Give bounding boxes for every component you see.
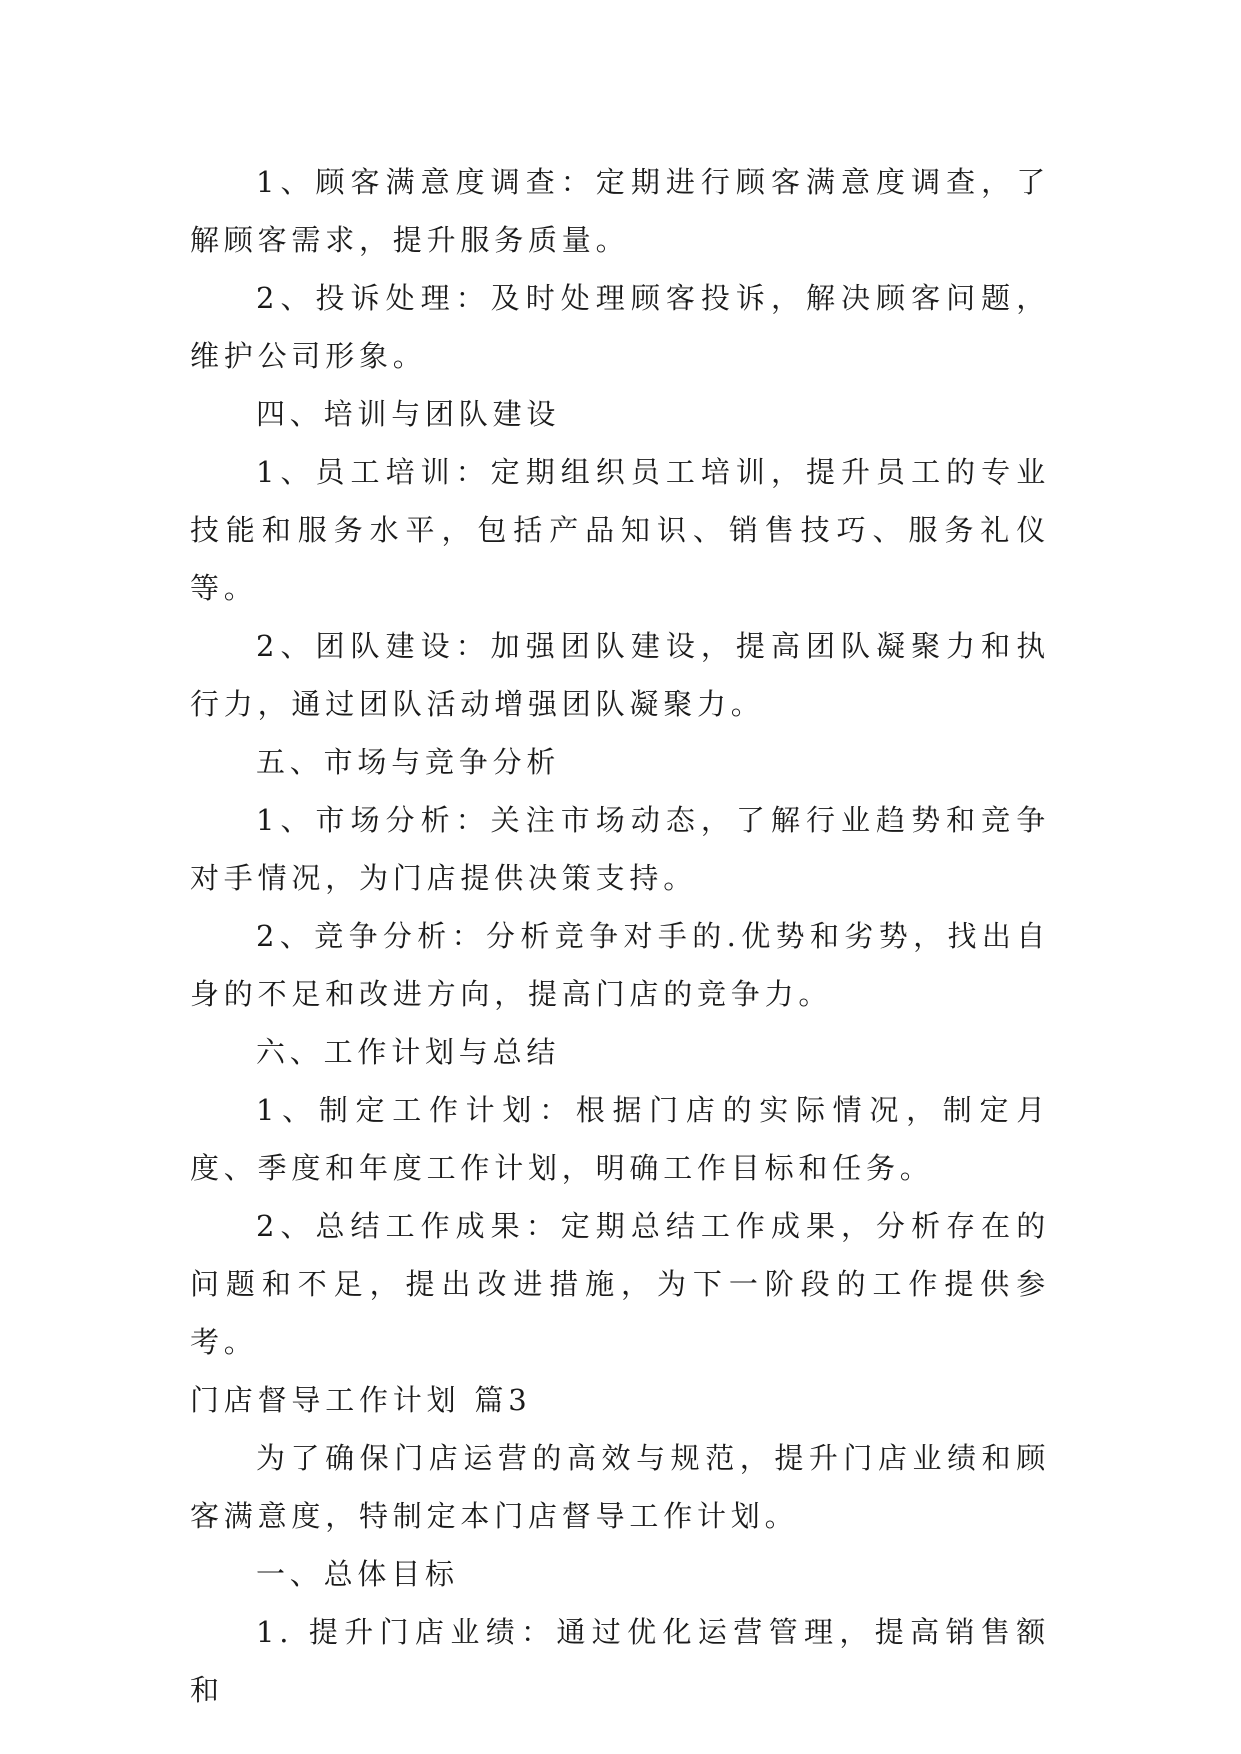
section-heading-overall-goals: 一、总体目标 <box>256 1557 459 1591</box>
section-heading-training-team: 四、培训与团队建设 <box>256 397 561 431</box>
paragraph-competition-analysis: 2、竞争分析：分析竞争对手的.优势和劣势，找出自身的不足和改进方向，提高门店的竞争力。 <box>190 919 1050 1011</box>
paragraph-team-building: 2、团队建设：加强团队建设，提高团队凝聚力和执行力，通过团队活动增强团队凝聚力。 <box>190 629 1050 721</box>
paragraph-customer-satisfaction-survey: 1、顾客满意度调查：定期进行顾客满意度调查，了解顾客需求，提升服务质量。 <box>190 165 1050 257</box>
article-title-part-3: 门店督导工作计划 篇3 <box>190 1383 532 1417</box>
document-body <box>190 153 1050 1719</box>
section-heading-market-competition: 五、市场与竞争分析 <box>256 745 561 779</box>
paragraph-complaint-handling: 2、投诉处理：及时处理顾客投诉，解决顾客问题，维护公司形象。 <box>190 281 1050 373</box>
paragraph-staff-training: 1、员工培训：定期组织员工培训，提升员工的专业技能和服务水平，包括产品知识、销售技巧、服务礼仪等。 <box>190 455 1050 605</box>
section-heading-work-plan-summary: 六、工作计划与总结 <box>256 1035 561 1069</box>
paragraph-summarize-results: 2、总结工作成果：定期总结工作成果，分析存在的问题和不足，提出改进措施，为下一阶段的工作提供参考。 <box>190 1209 1050 1359</box>
paragraph-introduction: 为了确保门店运营的高效与规范，提升门店业绩和顾客满意度，特制定本门店督导工作计划。 <box>190 1441 1050 1533</box>
paragraph-market-analysis: 1、市场分析：关注市场动态，了解行业趋势和竞争对手情况，为门店提供决策支持。 <box>190 803 1050 895</box>
paragraph-make-work-plan: 1、制定工作计划：根据门店的实际情况，制定月度、季度和年度工作计划，明确工作目标和任务。 <box>190 1093 1050 1185</box>
paragraph-improve-store-performance: 1. 提升门店业绩：通过优化运营管理，提高销售额和 <box>190 1615 1050 1707</box>
